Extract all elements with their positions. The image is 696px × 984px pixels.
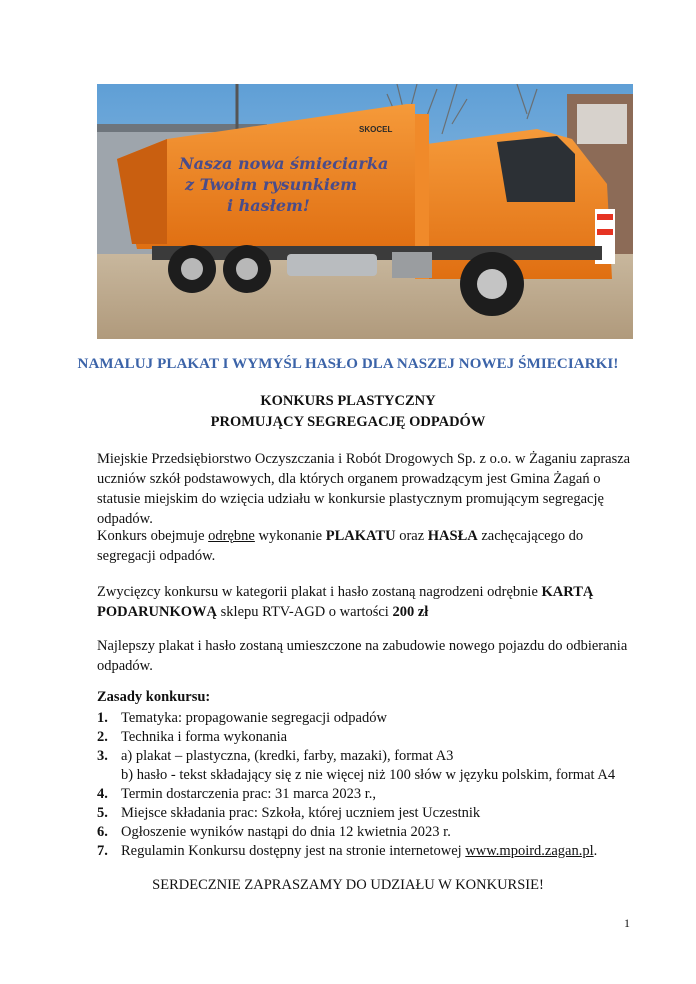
rule-number: 5. [97, 805, 108, 821]
page-number: 1 [624, 916, 630, 930]
rule-text: a) plakat – plastyczna, (kredki, farby, mazaki), format A3 [121, 748, 454, 764]
rule-number: 4. [97, 786, 108, 802]
rule-number: 6. [97, 824, 108, 840]
prize-paragraph [97, 582, 637, 622]
truck-banner-line1: Nasza nowa śmieciarka [179, 154, 389, 173]
rule-text-secondary: b) hasło - tekst składający się z nie więcej niż 100 słów w języku polskim, format A4 [121, 767, 616, 783]
placement-paragraph: Najlepszy plakat i hasło zostaną umieszczone na zabudowie nowego pojazdu do odbierania odpadów. [97, 638, 628, 674]
rule-text: Tematyka: propagowanie segregacji odpadów [121, 710, 387, 726]
list-item [97, 804, 657, 823]
garbage-truck-illustration [97, 84, 633, 339]
rule-number: 1. [97, 710, 108, 726]
scope-text-after: zachęcającego do segregacji odpadów. [97, 528, 584, 564]
prize-text-before: Zwycięzcy konkursu w kategorii plakat i hasło zostaną nagrodzeni odrębnie [97, 584, 542, 600]
rule-text: Regulamin Konkursu dostępny jest na stronie internetowej [121, 843, 466, 859]
prize-bold-amount: 200 zł [392, 604, 429, 620]
scope-text-before: Konkurs obejmuje [97, 528, 209, 544]
prize-bold-card: KARTĄ PODARUNKOWĄ [97, 584, 594, 620]
closing-invitation: SERDECZNIE ZAPRASZAMY DO UDZIAŁU W KONKURSIE! [152, 877, 544, 893]
garbage-truck-photo [97, 84, 633, 339]
scope-text-and: oraz [395, 528, 428, 544]
rule-text: Miejsce składania prac: Szkoła, której uczniem jest Uczestnik [121, 805, 481, 821]
rule-text: Termin dostarczenia prac: 31 marca 2023 r., [121, 786, 377, 802]
contest-title-line2: PROMUJĄCY SEGREGACJĘ ODPADÓW [210, 414, 486, 430]
rule-text-end: . [593, 843, 598, 859]
list-item [97, 728, 657, 747]
rules-list [97, 709, 657, 861]
rules-heading: Zasady konkursu: [97, 689, 211, 705]
truck-brand-logo: SKOCEL [359, 125, 393, 134]
scope-text-middle: wykonanie [254, 528, 326, 544]
intro-paragraph: Miejskie Przedsiębiorstwo Oczyszczania i Robót Drogowych Sp. z o.o. w Żaganiu zaprasza uczniów szkół podstawowych, dla których organem prowadzącym jest Gmina Żagań o statusie miejskim do wzięcia udziału w konkursie plastycznym promującym segregację odpadów. [97, 451, 631, 527]
scope-bold-plakat: PLAKATU [325, 528, 396, 544]
list-item [97, 747, 657, 785]
headline: NAMALUJ PLAKAT I WYMYŚL HASŁO DLA NASZEJ NOWEJ ŚMIECIARKI! [77, 356, 619, 372]
rule-text: Ogłoszenie wyników nastąpi do dnia 12 kwietnia 2023 r. [121, 824, 451, 840]
rule-number: 7. [97, 843, 108, 859]
list-item [97, 842, 657, 861]
rule-number: 3. [97, 748, 108, 764]
list-item [97, 785, 657, 804]
contest-title [0, 391, 696, 433]
rule-number: 2. [97, 729, 108, 745]
contest-title-line1: KONKURS PLASTYCZNY [260, 393, 436, 409]
scope-underlined: odrębne [208, 528, 255, 544]
truck-banner-line3: i hasłem! [227, 196, 310, 215]
list-item [97, 709, 657, 728]
website-link[interactable]: www.mpoird.zagan.pl [465, 843, 594, 859]
scope-paragraph [97, 526, 637, 566]
prize-text-middle: sklepu RTV-AGD o wartości [217, 604, 393, 620]
rule-text: Technika i forma wykonania [121, 729, 288, 745]
list-item [97, 823, 657, 842]
truck-banner-line2: z Twoim rysunkiem [185, 175, 358, 194]
scope-bold-haslo: HASŁA [427, 528, 478, 544]
